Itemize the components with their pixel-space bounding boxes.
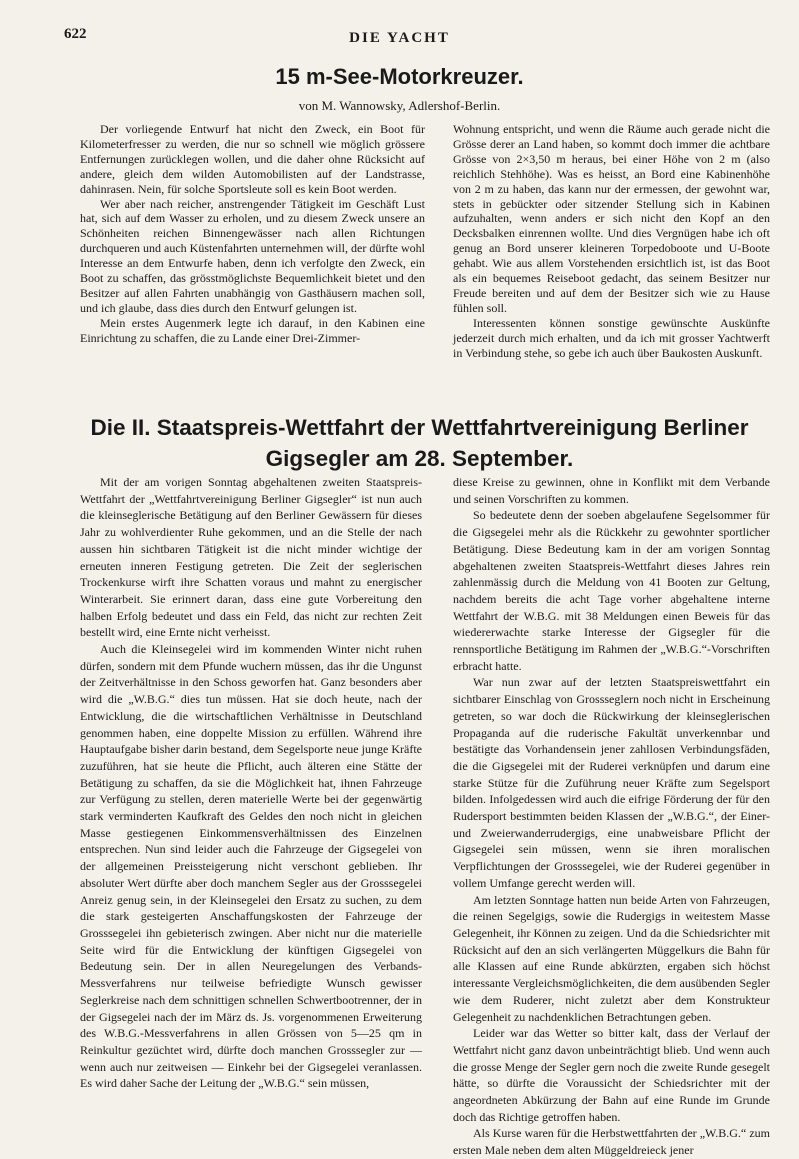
article1-right-column (453, 122, 770, 361)
article1-title: 15 m-See-Motorkreuzer. (275, 64, 524, 89)
paragraph: War nun zwar auf der letzten Staatspreiswettfahrt ein sichtbarer Einschlag von Grossseglern noch nicht in Erscheinung getreten, so war doch die Rückwirkung der kleinseglerischen Propaganda auf die ruderische Fakultät unverkennbar und bestätigte das Vorhandensein jener zahllosen Verbindungsfäden, die die Gigsegelei mit der Ruderei verknüpfen und darum eine starke Stütze für die Zuführung neuer Kräfte zum Segelsport bilden. Infolgedessen wird auch die eifrige Förderung der für den Rudersport bestimmten beiden Klassen der „W.B.G.“, der Einer- und Zweierwanderrudergigs, eine unabweisbare Pflicht der Gigsegelei sein müssen, wenn sie ihren moralischen Verpflichtungen der Grosssegelei, wie der Ruderei gegenüber in vollem Umfange gerecht werden will. (453, 675, 770, 890)
running-head: DIE YACHT (349, 30, 450, 46)
paragraph: Der vorliegende Entwurf hat nicht den Zweck, ein Boot für Kilometerfresser zu werden, die nur so schnell wie möglich grössere Entfernungen zurücklegen wollen, und die daher ohne Rücksicht auf andere, gleich dem wilden Automobilisten auf der Landstrasse, dahinrasen. Nein, für solche Sportsleute soll es kein Boot werden. (80, 122, 425, 196)
page-number: 622 (64, 26, 87, 42)
paragraph: Leider war das Wetter so bitter kalt, dass der Verlauf der Wettfahrt nicht ganz davon unbeinträchtigt blieb. Und wenn auch die grosse Menge der Segler gern noch die zweite Runde gesegelt hätte, so dürfte die Voraussicht der Schiedsrichter mit der angeordneten Abkürzung der Bahn auf eine Runde im Grunde doch das Richtige getroffen haben. (453, 1026, 770, 1124)
paragraph: So bedeutete denn der soeben abgelaufene Segelsommer für die Gigsegelei mehr als die Rückkehr zu gewohnter sportlicher Betätigung. Diese Bedeutung kam in der am vorigen Sonntag abgehaltenen zweiten Staatspreis-Wettfahrt dieses Jahres rein zahlenmässig durch die Meldung von 41 Booten zur Geltung, nachdem bereits die acht Tage vorher abgehaltene interne Wettfahrt der W.B.G. mit 38 Meldungen einen Beweis für das wiedererwachte starke Interesse der Gigsegler für die rennsportliche Betätigung im Rahmen der „W.B.G.“-Vorschriften erbracht hatte. (453, 508, 770, 673)
paragraph: Mit der am vorigen Sonntag abgehaltenen zweiten Staatspreis-Wettfahrt der „Wettfahrtvereinigung Berliner Gigsegler“ ist nun auch die kleinseglerische Betätigung auf den Berliner Gewässern für dieses Jahr zu wohlverdienter Ruhe gekommen, und an die Stelle der nach aussen hin sichtbaren Tätigkeit ist die nicht minder wichtige der erneuten inneren Festigung getreten. Die Zeit der seglerischen Trockenkurse wirft ihre Schatten voraus und mahnt zu energischer Winterarbeit. Sie erinnert daran, dass eine gute Vorbereitung den halben Erfolg bedeutet und dass ein Feld, das nicht zur rechten Zeit bestellt wird, eine Ernte nicht verheisst. (80, 475, 422, 640)
paragraph: Als Kurse waren für die Herbstwettfahrten der „W.B.G.“ zum ersten Male neben dem alten Müggeldreieck jener (453, 1126, 770, 1158)
paragraph: Wer aber nach reicher, anstrengender Tätigkeit im Geschäft Lust hat, sich auf dem Wasser zu erholen, und zu diesem Zweck unsere an Schönheiten reichen Binnengewässer nach allen Richtungen durchqueren und auch Küstenfahrten unternehmen will, der dürfte wohl Interesse an dem Entwurfe haben, denn ich verfolgte den Zweck, ein Boot zu schaffen, das grösstmöglichste Bequemlichkeit bietet und den Besitzer auf allen Fahrten unabhängig von Gasthäusern machen soll, und ich glaube, dass dies durch den Entwurf gelungen ist. (80, 196, 425, 315)
paragraph: Interessenten können sonstige gewünschte Auskünfte jederzeit durch mich erhalten, und da ich mit grosser Yachtwerft in Verbindung stehe, so gebe ich auch über Baukosten Auskunft. (453, 315, 770, 360)
article1-left-column (80, 122, 425, 346)
article2-left-column (80, 474, 422, 1092)
paragraph: Auch die Kleinsegelei wird im kommenden Winter nicht ruhen dürfen, sondern mit dem Pfunde wuchern müssen, das ihr die Ungunst der Zeitverhältnisse in den Schoss geworfen hat. Ganz besonders aber wird die „W.B.G.“ dies tun müssen. Hat sie doch heute, nach der Entwicklung, die die wirtschaftlichen Verhältnisse in Deutschland genommen haben, eine doppelte Mission zu erfüllen. Während ihre Hauptaufgabe bisher darin bestand, dem Segelsporte neue junge Kräfte zuzuführen, hat sie heute die Pflicht, auch älteren eine Stätte der Betätigung zu schaffen, da sie die Möglichkeit hat, ihnen Fahrzeuge zur Verfügung zu stellen, deren materielle Werte bei der gegenwärtig stark verminderten Kaufkraft des Geldes den noch nicht in gleichen Masse gestiegenen Einkommensverhältnissen des Einzelnen entsprechen. Nun sind leider auch die Fahrzeuge der Gigsegelei von der allgemeinen Preissteigerung nicht verschont geblieben. Ihr absoluter Wert dürfte aber doch manchem Segler aus der Grosssegelei Anreiz genug sein, in der Kleinsegelei den Ersatz zu suchen, zu dem die stark gesteigerten Anschaffungskosten der Fahrzeuge der Grosssegelei ihn gebieterisch zwingen. Aber nicht nur die materielle Seite wird für die Entwicklung der künftigen Gigsegelei von Bedeutung sein. Der in allen Neuregelungen des Verbands-Messverfahrens nur teilweise befriedigte Wunsch gewisser Seglerkreise nach dem schnittigen schnellen Schwertbootrenner, der in der Gigsegelei nach der im März ds. Js. vorgenommenen Erweiterung des W.B.G.-Messverfahrens in allen Grössen von 5—25 qm in Reinkultur gezüchtet wird, dürfte doch manchen Grosssegler zur — wenn auch nur zeitweisen — Einkehr bei der Gigsegelei veranlassen. Es wird daher Sache der Leitung der „W.B.G.“ sein müssen, (80, 642, 422, 1091)
article1-byline: von M. Wannowsky, Adlershof-Berlin. (298, 98, 501, 113)
article2-right-column (453, 474, 770, 1159)
paragraph: Mein erstes Augenmerk legte ich darauf, in den Kabinen eine Einrichtung zu schaffen, die zu Lande einer Drei-Zimmer- (80, 315, 425, 345)
paragraph: Wohnung entspricht, und wenn die Räume auch gerade nicht die Grösse derer an Land haben, so kommt doch immer die achtbare Grösse von 2×3,50 m heraus, bei einer Höhe von 2 m (also reichlich Stehhöhe). Was es heisst, an Bord eine Kabinenhöhe von 2 m zu haben, das kann nur der ermessen, der gewohnt war, stets in gebückter oder sitzender Stellung sich in Kabinen aufzuhalten, wenn anders er sich nicht den Kopf an den Decksbalken einrennen wollte. Und dies Vergnügen habe ich oft genug an Bord unserer kleineren Torpedoboote und U-Boote gehabt. Wie aus allem Vorstehenden ersichtlich ist, ist das Boot als ein bequemes Reiseboot gedacht, das seinem Besitzer nur Freude bereiten und auf dem der Besitzer sich wie zu Hause fühlen soll. (453, 122, 770, 315)
article2-title: Die II. Staatspreis-Wettfahrt der Wettfahrtvereinigung Berliner Gigsegler am 28. September. (90, 415, 749, 471)
paragraph: Am letzten Sonntage hatten nun beide Arten von Fahrzeugen, die reinen Segelgigs, sowie die Rudergigs in weitestem Masse Gelegenheit, ihr Können zu zeigen. Und da die Schiedsrichter mit Rücksicht auf den an sich verlängerten Müggelkurs die Bahn für alle Klassen auf eine Runde abkürzten, ergaben sich höchst interessante Vergleichsmöglichkeiten, die dem ausübenden Segler wie dem Ruderer, nicht zuletzt aber dem Konstrukteur Gelegenheit zu nachdenklichen Betrachtungen geben. (453, 892, 770, 1024)
paragraph: diese Kreise zu gewinnen, ohne in Konflikt mit dem Verbande und seinen Vorschriften zu kommen. (453, 475, 770, 506)
